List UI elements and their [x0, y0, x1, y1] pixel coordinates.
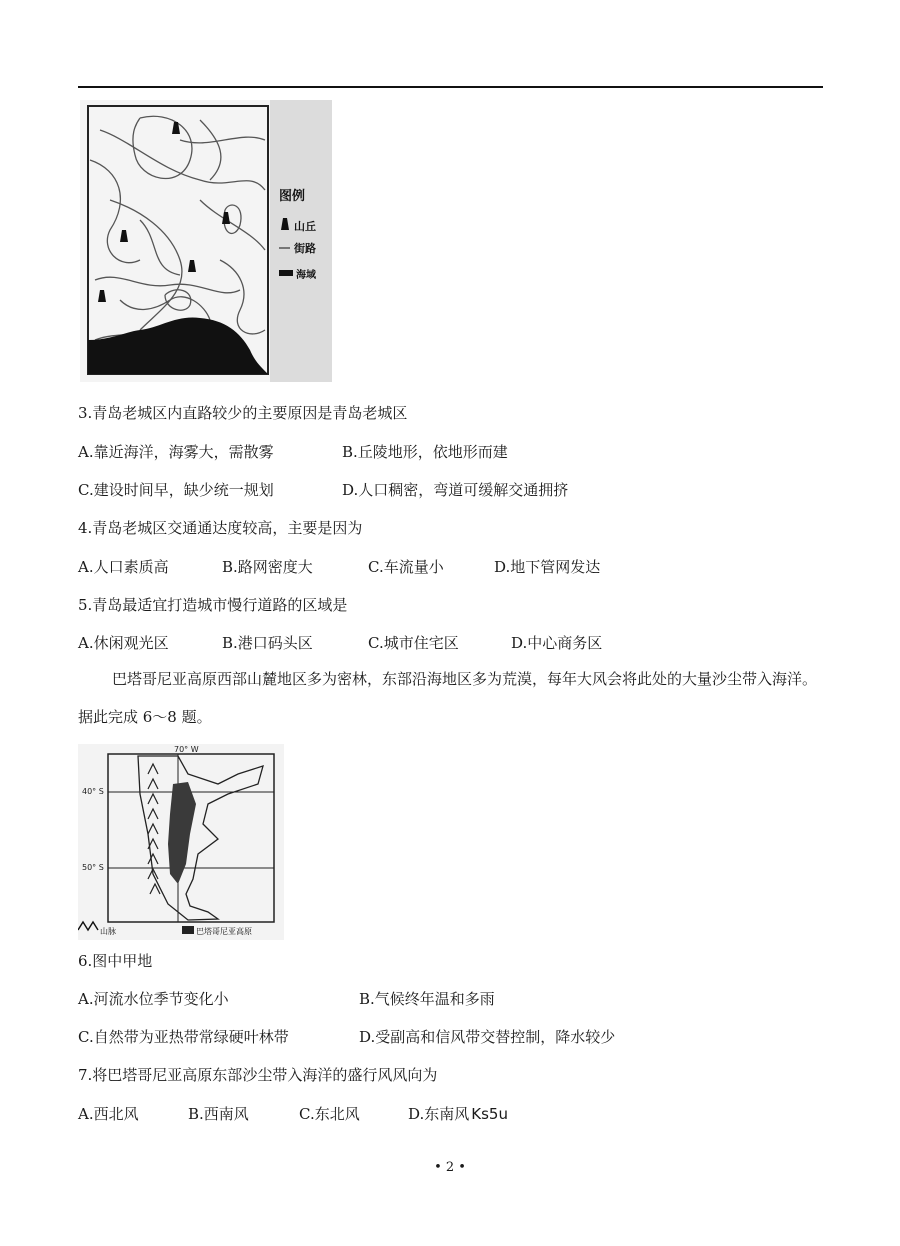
q7-stem: 7.将巴塔哥尼亚高原东部沙尘带入海洋的盛行风风向为: [78, 1066, 438, 1084]
q3-option-b: B.丘陵地形，依地形而建: [342, 443, 508, 461]
q4-option-c: C.车流量小: [368, 558, 444, 576]
svg-text:70° W: 70° W: [174, 745, 199, 754]
q5-option-d: D.中心商务区: [511, 634, 603, 652]
q6-option-d: D.受副高和信风带交替控制，降水较少: [359, 1028, 616, 1046]
svg-text:海域: 海域: [296, 270, 316, 281]
q3-option-a: A.靠近海洋，海雾大，需散雾: [78, 443, 274, 461]
q7-option-d-text: D.东南风: [408, 1105, 470, 1123]
ks5u-watermark: Ks5u: [471, 1105, 508, 1123]
q4-option-a: A.人口素质高: [78, 558, 169, 576]
q7-option-a: A.西北风: [78, 1105, 139, 1123]
svg-text:50° S: 50° S: [82, 863, 104, 872]
q3-option-c: C.建设时间早，缺少统一规划: [78, 481, 274, 499]
page-number: • 2 •: [434, 1160, 466, 1175]
q7-option-c: C.东北风: [299, 1105, 360, 1123]
svg-text:山丘: 山丘: [294, 220, 316, 233]
svg-text:巴塔哥尼亚高原: 巴塔哥尼亚高原: [196, 927, 252, 936]
patagonia-map: [78, 744, 284, 940]
svg-text:图例: 图例: [279, 189, 306, 204]
sea-area-icon: [279, 270, 293, 276]
svg-text:山脉: 山脉: [100, 927, 116, 936]
q6-option-a: A.河流水位季节变化小: [78, 990, 229, 1008]
q3-option-d: D.人口稠密，弯道可缓解交通拥挤: [342, 481, 569, 499]
q5-option-a: A.休闲观光区: [78, 634, 169, 652]
svg-text:40° S: 40° S: [82, 787, 104, 796]
q7-option-b: B.西南风: [188, 1105, 249, 1123]
q4-option-b: B.路网密度大: [222, 558, 313, 576]
plateau-icon: [182, 926, 194, 934]
q6-option-c: C.自然带为亚热带常绿硬叶林带: [78, 1028, 289, 1046]
passage: 巴塔哥尼亚高原西部山麓地区多为密林，东部沿海地区多为荒漠，每年大风会将此处的大量沙尘带入海洋。据此完成 6～8 题。: [78, 670, 818, 726]
svg-text:街路: 街路: [294, 242, 316, 255]
q5-option-b: B.港口码头区: [222, 634, 313, 652]
q5-option-c: C.城市住宅区: [368, 634, 459, 652]
q5-stem: 5.青岛最适宜打造城市慢行道路的区域是: [78, 596, 348, 614]
q3-stem: 3.青岛老城区内直路较少的主要原因是青岛老城区: [78, 404, 408, 422]
header-rule: [78, 86, 823, 88]
q6-stem: 6.图中甲地: [78, 952, 153, 970]
q6-option-b: B.气候终年温和多雨: [359, 990, 495, 1008]
qingdao-street-map: [80, 100, 332, 382]
q4-option-d: D.地下管网发达: [494, 558, 601, 576]
q7-option-d: [408, 1103, 508, 1124]
q4-stem: 4.青岛老城区交通通达度较高，主要是因为: [78, 519, 363, 537]
